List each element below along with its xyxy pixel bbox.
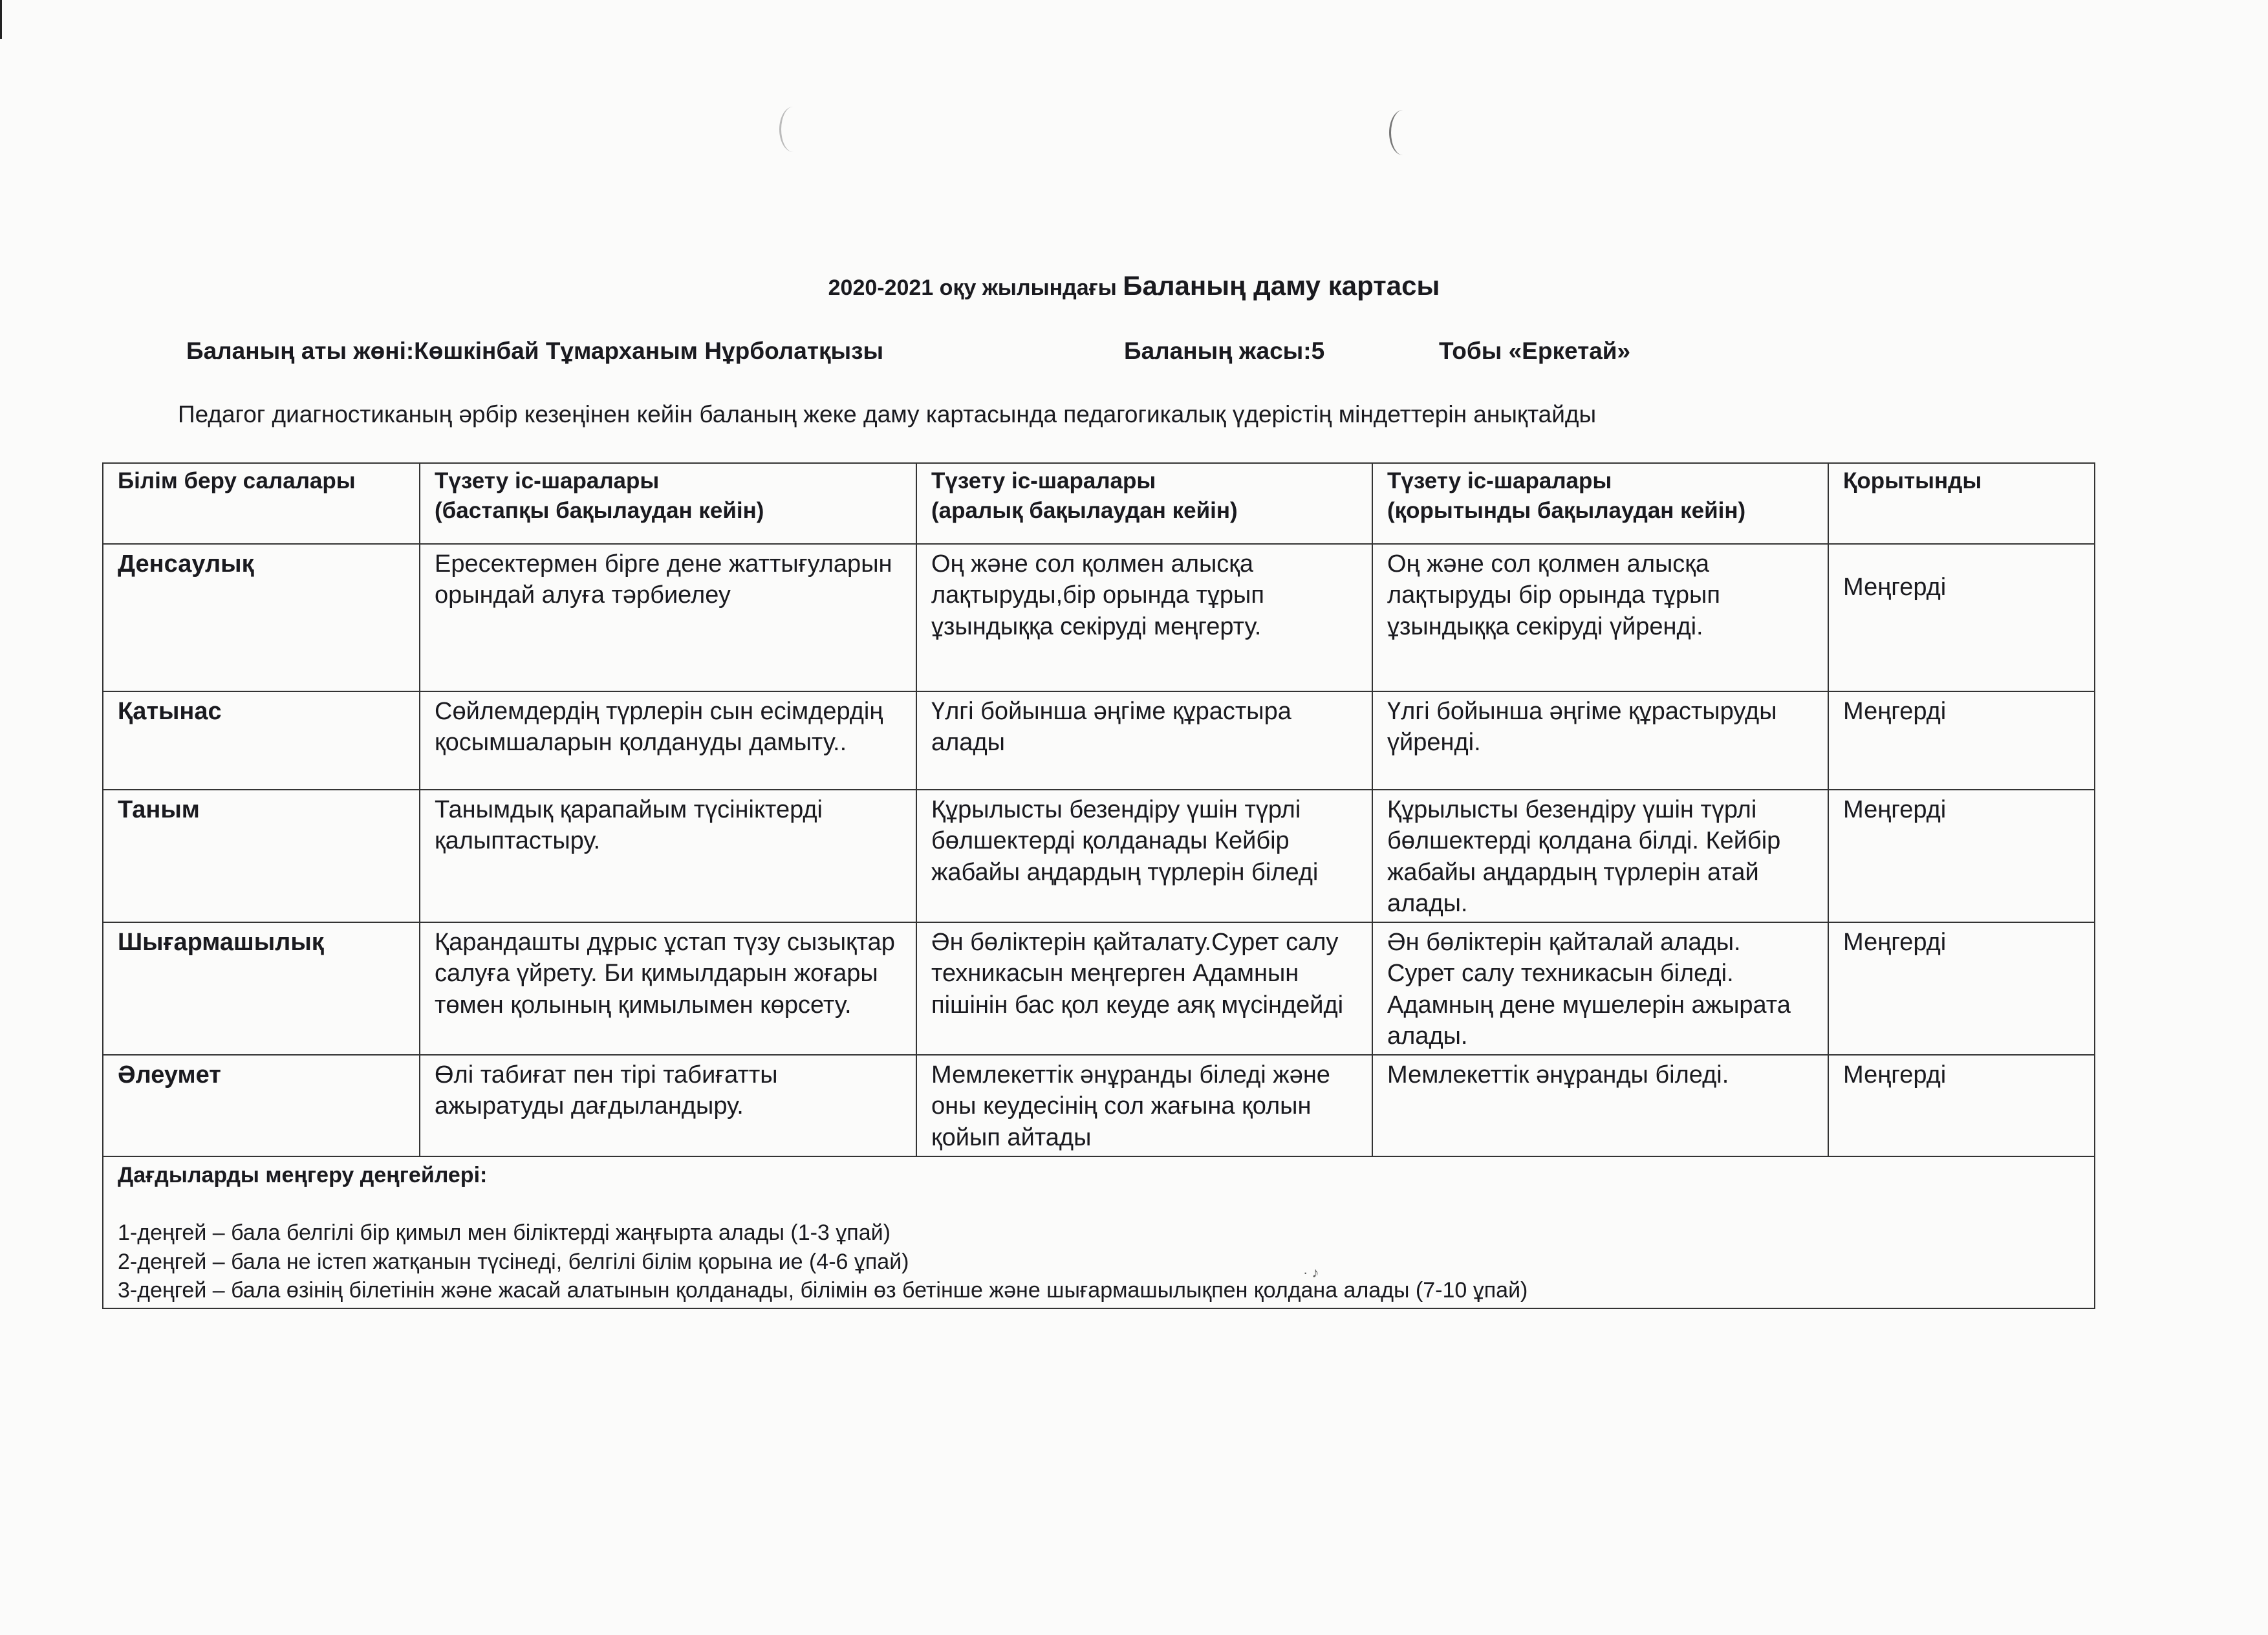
document-title [0,270,2268,301]
initial-cell: Танымдық қарапайым түсініктерді қалыптастыру. [420,790,916,922]
result-cell: Меңгерді [1828,1055,2095,1156]
final-cell: Ән бөліктерін қайталай алады. Сурет салу техникасын біледі. Адамның дене мүшелерін ажырата алады. [1372,922,1828,1055]
header-label: Түзету іс-шаралары [1387,468,1612,493]
level-item: 3-деңгей – бала өзінің білетінін және жасай алатынын қолданады, білімін өз бетінше және шығармашылықпен қолдана алады (7-10 ұпай) [118,1278,1528,1303]
interim-cell: Үлгі бойынша әңгіме құрастыра алады [916,691,1372,790]
final-cell: Оң және сол қолмен алысқа лақтыруды бір орында тұрып ұзындыққа секіруді үйренді. [1372,544,1828,691]
final-cell: Құрылысты безендіру үшін түрлі бөлшектерді қолдана білді. Кейбір жабайы аңдардың түрлерін атай алады. [1372,790,1828,922]
table-row [103,790,2095,922]
table-row [103,922,2095,1055]
header-sublabel: (аралық бақылаудан кейін) [931,497,1238,523]
interim-cell: Мемлекеттік әнұранды біледі және оны кеудесінің сол жағына қолын қойып айтады [916,1055,1372,1156]
area-cell: Денсаулық [103,544,420,691]
level-item: 1-деңгей – бала белгілі бір қимыл мен біліктерді жаңғырта алады (1-3 ұпай) [118,1220,891,1245]
interim-cell: Құрылысты безендіру үшін түрлі бөлшектерді қолданады Кейбір жабайы аңдардың түрлерін біледі [916,790,1372,922]
header-label: Түзету іс-шаралары [931,468,1156,493]
initial-cell: Өлі табиғат пен тірі табиғатты ажыратуды дағдыландыру. [420,1055,916,1156]
title-prefix: 2020-2021 оқу жылындағы [828,276,1117,300]
header-label: Білім беру салалары [118,468,356,493]
levels-title: Дағдыларды меңгеру деңгейлері: [118,1162,488,1187]
punch-hole-mark [779,107,807,152]
child-group: Тобы «Еркетай» [1439,338,1631,364]
area-cell: Шығармашылық [103,922,420,1055]
initial-cell: Қарандашты дұрыс ұстап түзу сызықтар салуға үйрету. Би қимылдарын жоғары төмен қолының қимылымен көрсету. [420,922,916,1055]
punch-hole-mark [1389,110,1417,155]
levels-row [103,1156,2095,1309]
development-card-table [102,462,2095,1309]
final-cell: Үлгі бойынша әңгіме құрастыруды үйренді. [1372,691,1828,790]
header-label: Қорытынды [1843,468,1982,493]
header-initial [420,463,916,544]
result-cell: Меңгерді [1828,790,2095,922]
table-row [103,691,2095,790]
result-cell: Меңгерді [1828,544,2095,691]
scan-edge-mark [0,0,2,39]
initial-cell: Ересектермен бірге дене жаттығуларын орындай алуға тәрбиелеу [420,544,916,691]
scan-speck-mark: · ♪ [1303,1264,1319,1281]
child-age: Баланың жасы:5 [1124,338,1325,364]
level-item: 2-деңгей – бала не істеп жатқанын түсінеді, белгілі білім қорына ие (4-6 ұпай) [118,1249,909,1274]
area-cell: Қатынас [103,691,420,790]
header-label: Түзету іс-шаралары [435,468,660,493]
area-cell: Таным [103,790,420,922]
table-row [103,544,2095,691]
result-cell: Меңгерді [1828,922,2095,1055]
intro-text: Педагог диагностиканың әрбір кезеңінен кейін баланың жеке даму картасында педагогикалық үдерістің міндеттерін анықтайды [178,401,1597,428]
area-cell: Әлеумет [103,1055,420,1156]
header-sublabel: (қорытынды бақылаудан кейін) [1387,497,1746,523]
header-areas [103,463,420,544]
header-sublabel: (бастапқы бақылаудан кейін) [435,497,764,523]
header-result [1828,463,2095,544]
interim-cell: Оң және сол қолмен алысқа лақтыруды,бір орында тұрып ұзындыққа секіруді меңгерту. [916,544,1372,691]
table-header-row [103,463,2095,544]
final-cell: Мемлекеттік әнұранды біледі. [1372,1055,1828,1156]
table-row [103,1055,2095,1156]
initial-cell: Сөйлемдердің түрлерін сын есімдердің қосымшаларын қолдануды дамыту.. [420,691,916,790]
interim-cell: Ән бөліктерін қайталату.Сурет салу техникасын меңгерген Адамнын пішінін бас қол кеуде аяқ мүсіндейді [916,922,1372,1055]
title-main: Баланың даму картасы [1123,270,1440,301]
header-final [1372,463,1828,544]
child-name: Баланың аты жөні:Көшкінбай Тұмарханым Нұрболатқызы [186,338,884,364]
header-interim [916,463,1372,544]
result-cell: Меңгерді [1828,691,2095,790]
levels-cell [103,1156,2095,1309]
